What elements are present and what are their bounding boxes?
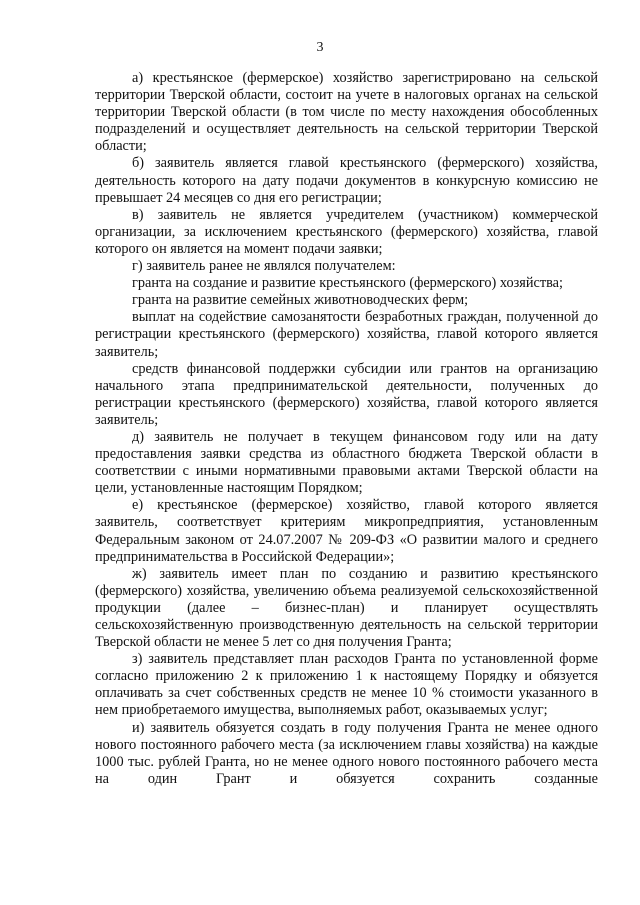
paragraph-g-item-4: средств финансовой поддержки субсидии или грантов на организацию начального этапа предпринимательской деятельности, полученных до регистрации крестьянского (фермерского) хозяйства, главой которого является заявитель; [95, 360, 598, 428]
page-number: 3 [316, 40, 324, 55]
paragraph-zh: ж) заявитель имеет план по созданию и развитию крестьянского (фермерского) хозяйства, увеличению объема реализуемой сельскохозяйственной продукции (далее – бизнес-план) и планирует осуществлять сельскохозяйственную производственную деятельность на сельской территории Тверской области не менее 5 лет со дня получения Гранта; [95, 565, 598, 651]
document-body [95, 70, 598, 788]
paragraph-g-item-1: гранта на создание и развитие крестьянского (фермерского) хозяйства; [132, 275, 563, 292]
paragraph-a: а) крестьянское (фермерское) хозяйство зарегистрировано на сельской территории Тверской области, состоит на учете в налоговых органах на сельской территории Тверской области (в том числе по месту нахождения обособленных подразделений и осуществляет деятельность на сельской территории Тверской области; [95, 70, 598, 155]
paragraph-g: г) заявитель ранее не являлся получателем: [132, 258, 396, 275]
paragraph-z: з) заявитель представляет план расходов Гранта по установленной форме согласно приложению 2 к приложению 1 к настоящему Порядку и обязуется оплачивать за счет собственных средств не менее 10 % стоимости указанного в нем приобретаемого имущества, выполняемых работ, оказываемых услуг; [95, 651, 598, 719]
paragraph-d: д) заявитель не получает в текущем финансовом году или на дату предоставления заявки средства из областного бюджета Тверской области в соответствии с иными нормативными правовыми актами Тверской области на цели, установленные настоящим Порядком; [95, 428, 598, 497]
paragraph-v: в) заявитель не является учредителем (участником) коммерческой организации, за исключением крестьянского (фермерского) хозяйства, главой которого он является на момент подачи заявки; [95, 206, 598, 257]
paragraph-g-item-3: выплат на содействие самозанятости безработных граждан, полученной до регистрации крестьянского (фермерского) хозяйства, главой которого является заявитель; [95, 309, 598, 360]
paragraph-b: б) заявитель является главой крестьянского (фермерского) хозяйства, деятельность которого на дату подачи документов в конкурсную комиссию не превышает 24 месяцев со дня его регистрации; [95, 155, 598, 206]
paragraph-e: е) крестьянское (фермерское) хозяйство, главой которого является заявитель, соответствует критериям микропредприятия, установленным Федеральным законом от 24.07.2007 № 209-ФЗ «О развитии малого и среднего предпринимательства в Российской Федерации»; [95, 497, 598, 565]
paragraph-i: и) заявитель обязуется создать в году получения Гранта не менее одного нового постоянного рабочего места (за исключением главы хозяйства) на каждые 1000 тыс. рублей Гранта, но не менее одного нового постоянного рабочего места на один Грант и обязуется сохранить созданные [95, 719, 598, 787]
paragraph-g-item-2: гранта на развитие семейных животноводческих ферм; [132, 292, 469, 309]
